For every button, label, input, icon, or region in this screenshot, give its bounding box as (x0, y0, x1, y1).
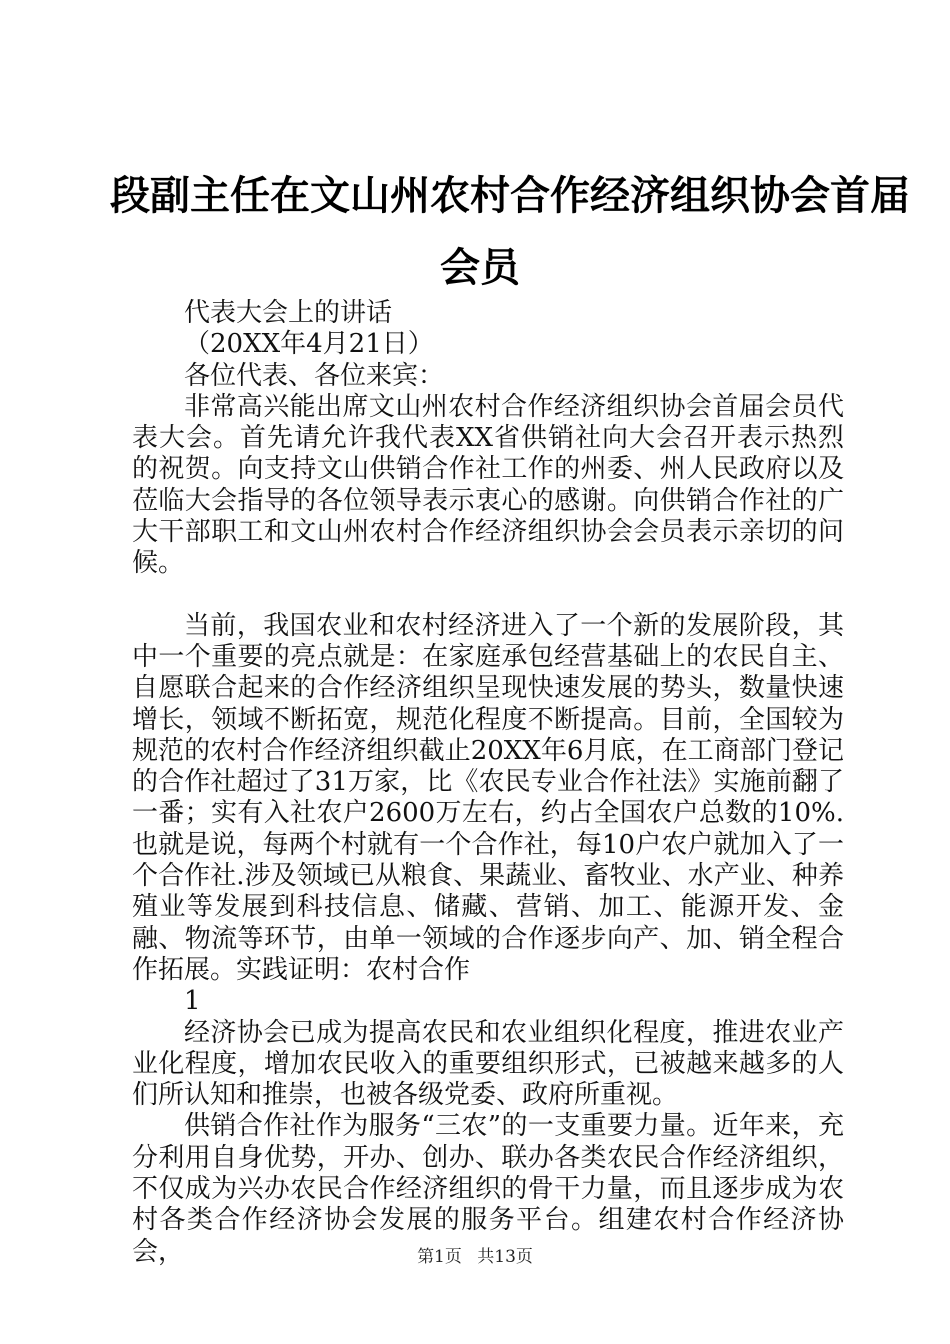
total-pages: 共13页 (477, 1247, 533, 1267)
title-line-2: 会员 (440, 245, 520, 291)
paragraph-2: 当前，我国农业和农村经济进入了一个新的发展阶段，其中一个重要的亮点就是：在家庭承包经营基础上的农民自主、自愿联合起来的合作经济组织呈现快速发展的势头，数量快速增长，领域不断拓宽，规范化程度不断提高。目前，全国较为规范的农村合作经济组织截止20XX年6月底，在工商部门登记的合作社超过了31万家，比《农民专业合作社法》实施前翻了一番；实有入社农户2600万左右，约占全国农户总数的10%.也就是说，每两个村就有一个合作社，每10户农户就加入了一个合作社.涉及领域已从粮食、果蔬业、畜牧业、水产业、种养殖业等发展到科技信息、储藏、营销、加工、能源开发、金融、物流等环节，由单一领域的合作逐步向产、加、销全程合作拓展。实践证明：农村合作 (132, 610, 844, 985)
paragraph-3: 经济协会已成为提高农民和农业组织化程度，推进农业产业化程度，增加农民收入的重要组织形式，已被越来越多的人们所认知和推崇，也被各级党委、政府所重视。 (132, 1017, 844, 1111)
page-footer (0, 1242, 950, 1267)
speech-date: （20XX年4月21日） (184, 329, 434, 360)
page-indicator: 第1页 (417, 1247, 462, 1267)
page-number-marker: 1 (184, 986, 201, 1017)
document-body (132, 298, 844, 1268)
paragraph-1: 非常高兴能出席文山州农村合作经济组织协会首届会员代表大会。首先请允许我代表XX省供销社向大会召开表示热烈的祝贺。向支持文山供销合作社工作的州委、州人民政府以及莅临大会指导的各位领导表示衷心的感谢。向供销合作社的广大干部职工和文山州农村合作经济组织协会会员表示亲切的问候。 (132, 391, 844, 579)
title-line-1: 段副主任在文山州农村合作经济组织协会首届 (110, 173, 910, 219)
document-title (110, 160, 910, 304)
paragraph-4: 供销合作社作为服务“三农”的一支重要力量。近年来，充分利用自身优势，开办、创办、联办各类农民合作经济组织，不仅成为兴办农民合作经济组织的骨干力量，而且逐步成为农村各类合作经济协会发展的服务平台。组建农村合作经济协会， (132, 1111, 844, 1267)
salutation: 各位代表、各位来宾： (184, 360, 445, 391)
subtitle: 代表大会上的讲话 (184, 298, 393, 328)
